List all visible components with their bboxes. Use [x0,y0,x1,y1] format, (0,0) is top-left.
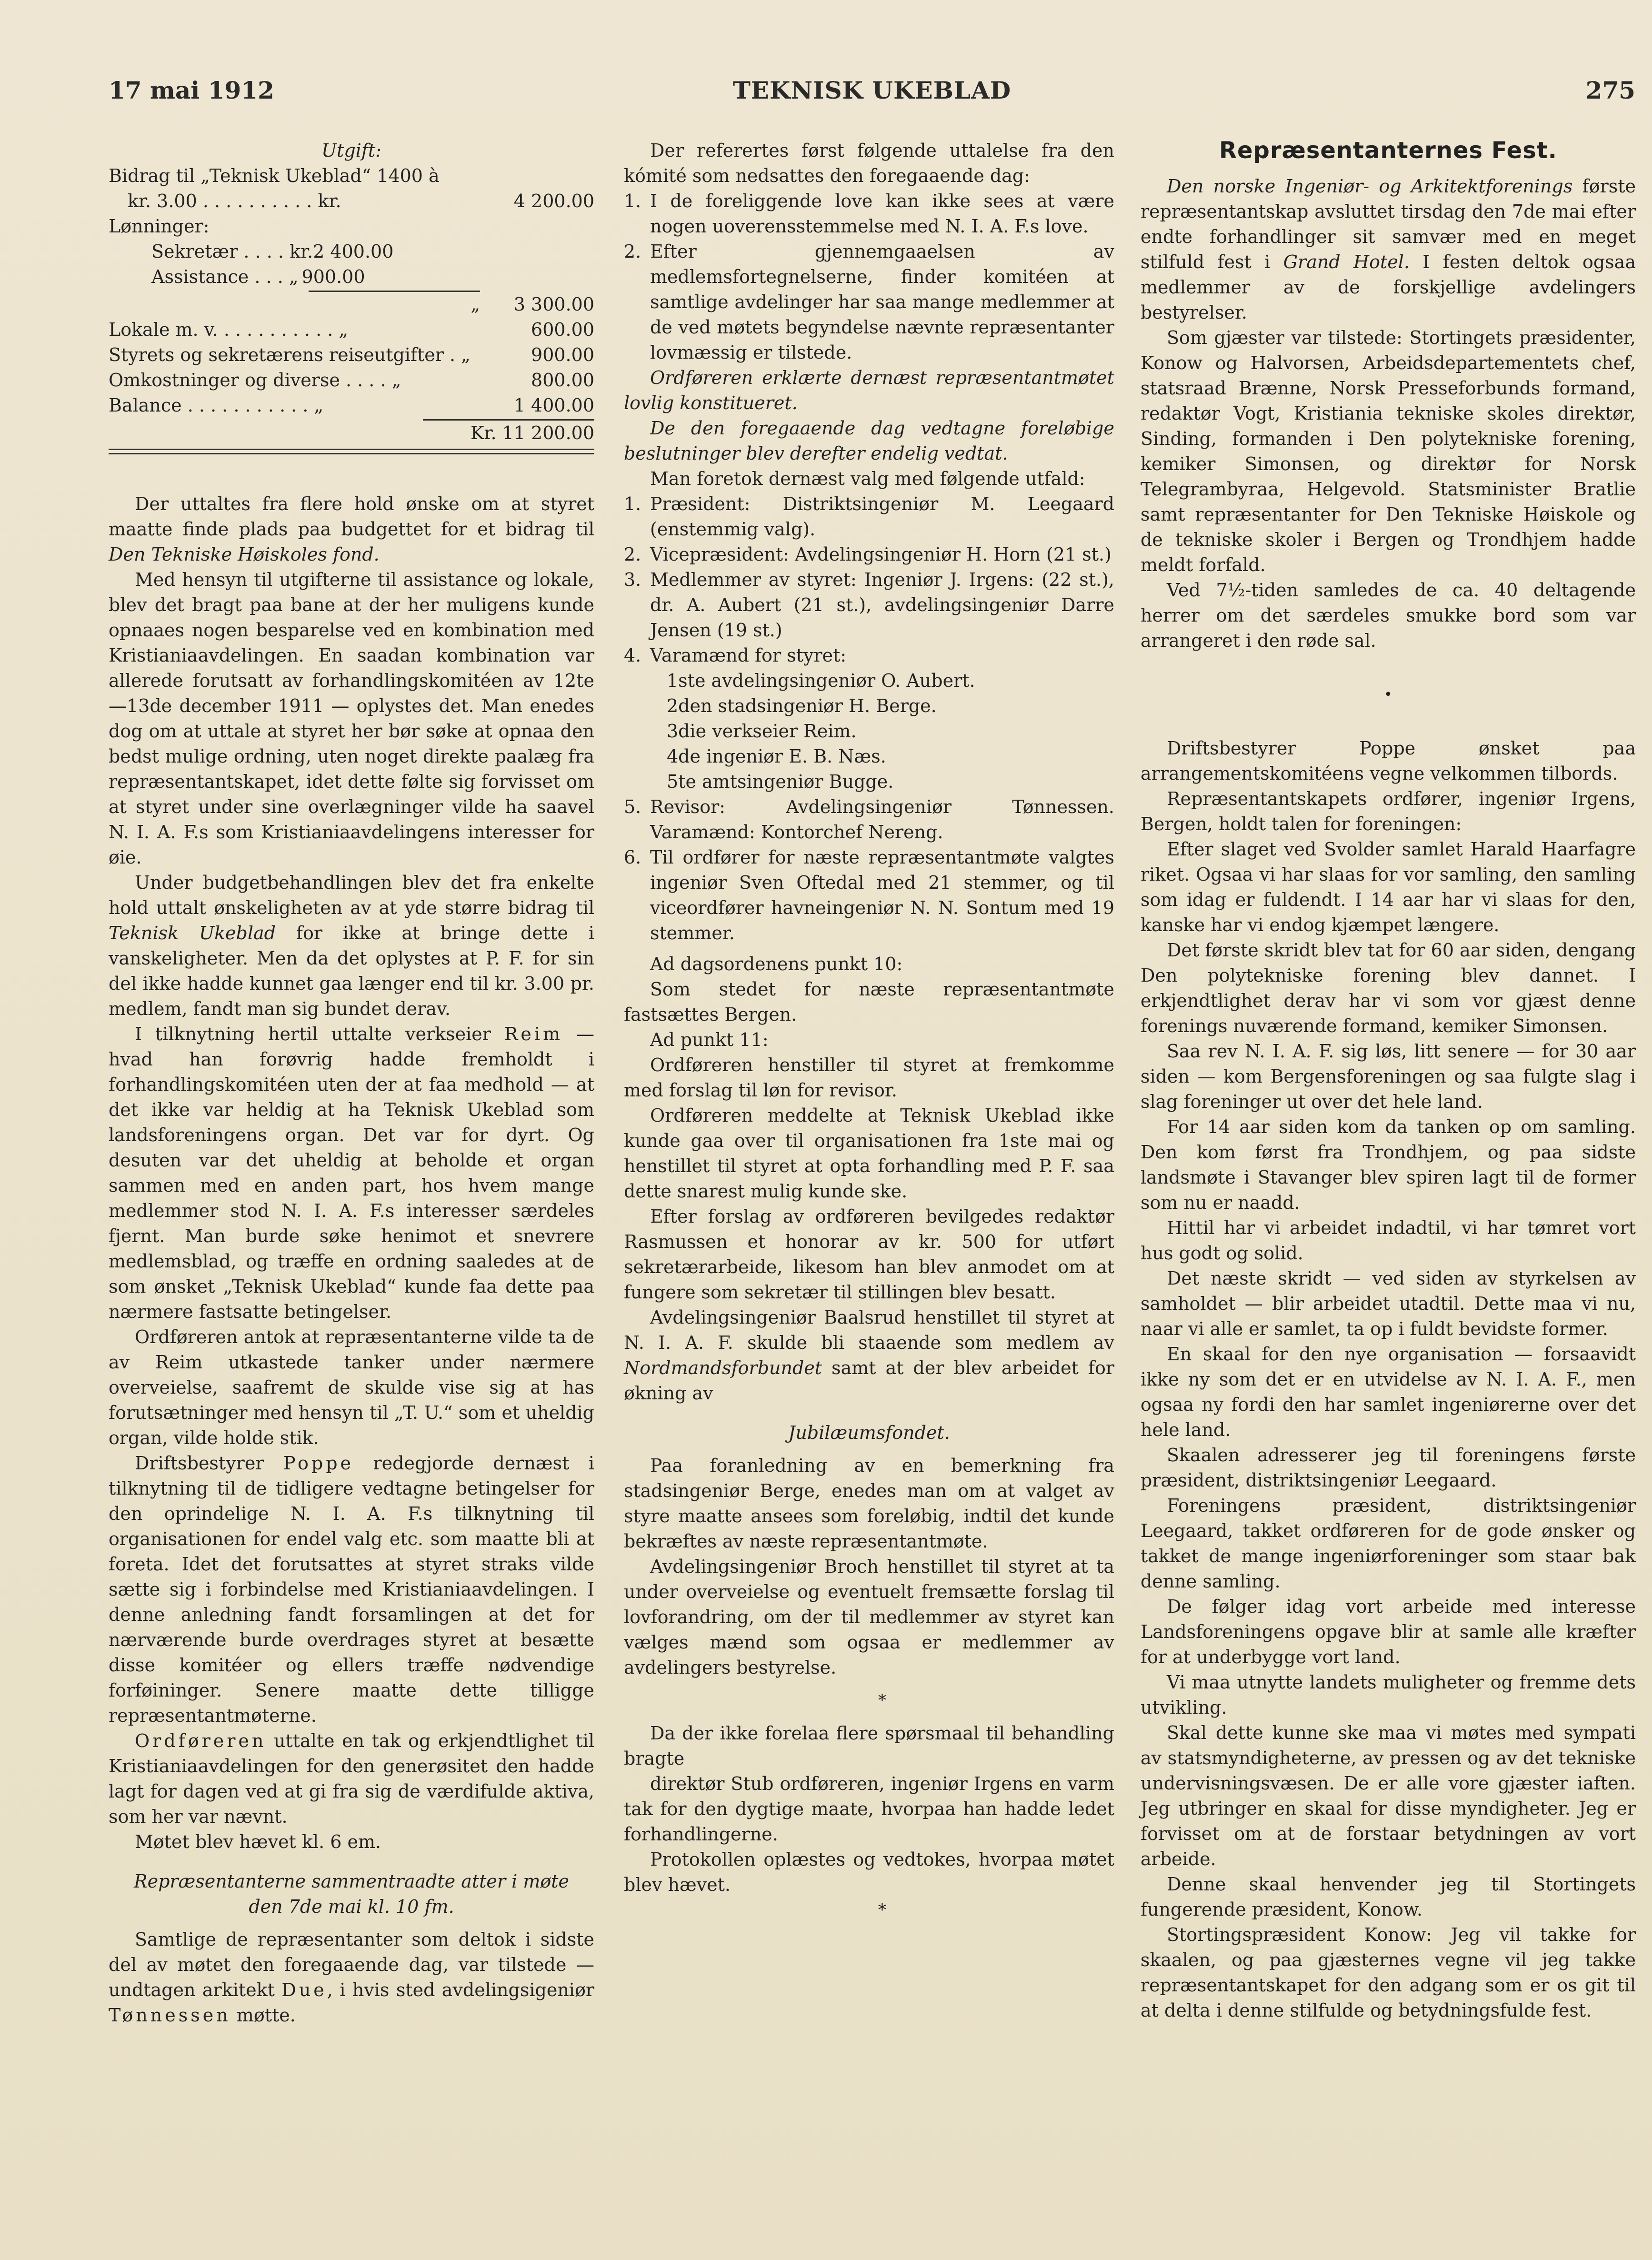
paragraph: Driftsbestyrer Poppe redegjorde dernæst i tilknytning til de tidligere vedtagne betingelser for den oprindelige N. I. A. F.s tilknytning til organisationen for endel valg etc. som maatte bli at foreta. Idet det forutsattes at styret straks vilde sætte sig i forbindelse med Kristianiaavdelingen. I denne anledning fandt forsamlingen at det for nærværende burde overdrages styret at besætte disse komitéer og ellers træffe nødvendige forføininger. Senere maatte dette tilligge repræsentantmøterne. [109,1453,594,1726]
paragraph: Skaalen adresserer jeg til foreningens første præsident, distriktsingeniør Leegaard. [1141,1445,1636,1491]
list-item: 2. Vicepræsident: Avdelingsingeniør H. Horn (21 st.) [624,544,1111,565]
paragraph: Protokollen oplæstes og vedtokes, hvorpaa møtet blev hævet. [624,1849,1114,1895]
list-item: 2. Efter gjennemgaaelsen av medlemsfortegnelserne, finder komitéen at samtlige avdelinger har saa mange medlemmer at de ved møtets begyndelse nævnte repræsentanter lovmæssig er tilstede. [624,241,1114,363]
paragraph: De følger idag vort arbeide med interesse Landsforeningens opgave blir at samle alle kræfter for at underbygge vort land. [1141,1596,1636,1667]
paragraph: En skaal for den nye organisation — forsaavidt ikke ny som det er en utvidelse av N. I. A. F., men ogsaa ny fordi den har samlet ingeniørerne over det hele land. [1141,1344,1636,1440]
paragraph: Avdelingsingeniør Broch henstillet til styret at ta under overveielse og eventuelt fremsætte forslag til lovforandring, om der til medlemmer av styret kan vælges mænd som ogsaa er medlemmer av avdelingers bestyrelse. [624,1556,1114,1678]
paragraph: Da der ikke forelaa flere spørsmaal til behandling bragte [624,1723,1114,1769]
column-right [1141,138,1636,2023]
list-item: 3. Medlemmer av styret: Ingeniør J. Irgens: (22 st.), dr. A. Aubert (21 st.), avdelingsingeniør Darre Jensen (19 st.) [624,569,1114,641]
election-list [624,492,1114,668]
budget-row: Sekretær . . . . kr. 2 400.00 [151,241,394,262]
paragraph: direktør Stub ordføreren, ingeniør Irgens en varm tak for den dygtige maate, hvorpaa han hadde ledet forhandlingerne. [624,1773,1114,1845]
session-heading: Repræsentanterne sammentraadte atter i møte [133,1871,570,1892]
separator-asterisk: * [878,1900,886,1919]
paragraph: Ordføreren meddelte at Teknisk Ukeblad ikke kunde gaa over til organisationen fra 1ste mai og henstillet til styret at opta forhandling med P. F. saa dette snarest mulig kunde ske. [624,1105,1114,1202]
paragraph: Det første skridt blev tat for 60 aar siden, dengang Den polytekniske forening blev dannet. I erkjendtlighet derav har vi som vor gjæst denne forenings nuværende formand, kemiker Simonsen. [1141,940,1636,1036]
budget-row: Lokale m. v. . . . . . . . . . . „ 600.00 [109,319,594,340]
paragraph: Samtlige de repræsentanter som deltok i sidste del av møtet den foregaaende dag, var tilstede — undtagen arkitekt Due, i hvis sted avdelingsigeniør Tønnessen møtte. [109,1929,594,2026]
paragraph: Vi maa utnytte landets muligheter og fremme dets utvikling. [1141,1672,1636,1718]
list-item: 3die verkseier Reim. [667,721,857,742]
paragraph: Avdelingsingeniør Baalsrud henstillet til styret at N. I. A. F. skulde bli staaende som medlem av Nordmandsforbundet samt at der blev arbeidet for økning av [624,1307,1114,1404]
budget-row: kr. 3.00 . . . . . . . . . . kr. 4 200.00 [128,191,594,211]
list-item: 4. Varamænd for styret: [624,645,847,666]
paragraph: Denne skaal henvender jeg til Stortingets fungerende præsident, Konow. [1141,1874,1636,1920]
list-item: 5te amtsingeniør Bugge. [667,771,894,792]
paragraph: Stortingspræsident Konow: Jeg vil takke for skaalen, og paa gjæsternes vegne vil jeg takke repræsentantskapet for den adgang som er os git til at delta i denne stilfulde og betydningsfulde fest. [1141,1924,1636,2021]
paragraph: De den foregaaende dag vedtagne foreløbige beslutninger blev derefter endelig vedtat. [624,418,1114,464]
paragraph: Der referertes først følgende uttalelse fra den kómité som nedsattes den foregaaende dag: [624,140,1114,186]
budget-row: Assistance . . . „ 900.00 [151,266,365,287]
budget-row: Bidrag til „Teknisk Ukeblad“ 1400 à [109,165,440,186]
budget-row: Styrets og sekretærens reiseutgifter . „ 900.00 [109,344,594,365]
session-heading-date: den 7de mai kl. 10 fm. [249,1896,454,1917]
double-rule [109,449,594,454]
column-middle [624,138,1114,1923]
article-title: Repræsentanternes Fest. [1219,137,1557,164]
list-item: 1. Præsident: Distriktsingeniør M. Leegaard (enstemmig valg). [624,493,1114,540]
budget-total-row: Kr. 11 200.00 [471,422,594,443]
page-header [109,76,1635,114]
paragraph: Den norske Ingeniør- og Arkitektforenings første repræsentantskap avsluttet tirsdag den 7de mai efter endte forhandlinger sit samvær med en meget stilfuld fest i Grand Hotel. I festen deltok ogsaa medlemmer av de forskjellige avdelingers bestyrelser. [1141,176,1636,323]
paragraph: Ordføreren henstiller til styret at fremkomme med forslag til løn for revisor. [624,1055,1114,1101]
section-heading: Jubilæumsfondet. [788,1422,950,1443]
election-list-cont [624,794,1114,946]
paragraph: Ordføreren uttalte en tak og erkjendtlighet til Kristianiaavdelingen for den generøsitet den hadde lagt for dagen ved at gi fra sig de værdifulde aktiva, som her var nævnt. [109,1730,594,1827]
budget-row: Lønninger: [109,216,210,237]
list-item: 1. I de foreliggende love kan ikke sees at være nogen uoverensstemmelse med N. I. A. F.s love. [624,191,1114,237]
paragraph: Man foretok dernæst valg med følgende utfald: [650,468,1085,489]
paragraph: Med hensyn til utgifterne til assistance og lokale, blev det bragt paa bane at der her muligens kunde opnaaes nogen besparelse ved en kombination med Kristianiaavdelingen. En saadan kombination var allerede forutsatt av forhandlingskomitéen av 12te —13de december 1911 — oplystes det. Man enedes dog om at uttale at styret her bør søke at opnaa den bedst mulige ordning, uten noget direkte paalæg fra repræsentantskapet, idet dette følte sig forvisset om at styret under sine overlægninger vilde ha saavel N. I. A. F.s som Kristianiaavdelingens interesser for øie. [109,569,594,868]
budget-row: „ 3 300.00 [471,294,594,315]
paragraph: Ved 7½-tiden samledes de ca. 40 deltagende herrer om det særdeles smukke bord som var arrangeret i den røde sal. [1141,580,1636,651]
budget-table [109,138,594,454]
paragraph: Ordføreren antok at repræsentanterne vilde ta de av Reim utkastede tanker under nærmere overveielse, saafremt de skulde vise sig at has forutsætninger med hensyn til „T. U.“ som et uheldig organ, vilde holde stik. [109,1326,594,1448]
paragraph: Repræsentantskapets ordfører, ingeniør Irgens, Bergen, holdt talen for foreningen: [1141,788,1636,834]
paragraph: Møtet blev hævet kl. 6 em. [135,1831,381,1852]
page-number: 275 [1585,76,1635,104]
paragraph: Det næste skridt — ved siden av styrkelsen av samholdet — blir arbeidet utadtil. Dette maa vi nu, naar vi alle er samlet, ta op i fuldt bevidste former. [1141,1268,1636,1339]
paragraph: Skal dette kunne ske maa vi møtes med sympati av statsmyndigheterne, av pressen og av det tekniske undervisningsvæsen. De er alle vore gjæster iaften. Jeg utbringer en skaal for disse myndigheter. Jeg er forvisset om at de forstaar betydningen av vort arbeide. [1141,1722,1636,1869]
budget-heading: Utgift: [321,140,381,161]
budget-row: Omkostninger og diverse . . . . „ 800.00 [109,370,594,391]
separator-asterisk: * [878,1691,886,1710]
paragraph: Hittil har vi arbeidet indadtil, vi har tømret vort hus godt og solid. [1141,1217,1636,1264]
paragraph: Foreningens præsident, distriktsingeniør Leegaard, takket ordføreren for de gode ønsker og takket de mange ingeniørforeninger som staar bak denne samling. [1141,1495,1636,1592]
paragraph: Efter slaget ved Svolder samlet Harald Haarfagre riket. Ogsaa vi har slaas for vor samling, den samling som idag er fuldendt. I 14 aar har vi slaas for den, kanske har vi endog kjæmpet længere. [1141,839,1636,935]
column-left [109,138,594,2028]
paragraph: Der uttaltes fra flere hold ønske om at styret maatte finde plads paa budgettet for et bidrag til Den Tekniske Høiskoles fond. [109,493,594,565]
committee-list [624,189,1114,365]
list-item: 6. Til ordfører for næste repræsentantmøte valgtes ingeniør Sven Oftedal med 21 stemmer, og til viceordfører havneingeniør N. N. Sontum med 19 stemmer. [624,847,1114,944]
journal-title: TEKNISK UKEBLAD [732,76,1011,104]
budget-row: Balance . . . . . . . . . . . „ 1 400.00 [109,395,594,416]
paragraph: Efter forslag av ordføreren bevilgedes redaktør Rasmussen et honorar av kr. 500 for utført sekretærarbeide, likesom han blev anmodet om at fungere som sekretær til stillingen blev besatt. [624,1206,1114,1303]
paragraph: Ordføreren erklærte dernæst repræsentantmøtet lovlig konstitueret. [624,367,1114,413]
separator-bullet: • [1384,686,1392,703]
paragraph: Driftsbestyrer Poppe ønsket paa arrangementskomitéens vegne velkommen tilbords. [1141,738,1636,784]
list-item: 1ste avdelingsingeniør O. Aubert. [667,670,975,691]
paragraph: Som stedet for næste repræsentantmøte fastsættes Bergen. [624,979,1114,1025]
paragraph: Som gjæster var tilstede: Stortingets præsidenter, Konow og Halvorsen, Arbeidsdepartementets chef, statsraad Brænne, Norsk Presseforbunds formand, redaktør Vogt, Kristiania tekniske skoles direktør, Sinding, formanden i Den polytekniske forening, kemiker Simonsen, og direktør for Norsk Telegrambyraa, Helgevold. Statsminister Bratlie samt repræsentanter for Den Tekniske Høiskole og de tekniske skoler i Bergen og Trondhjem hadde meldt forfald. [1141,327,1636,575]
paragraph: Ad punkt 11: [650,1029,769,1050]
list-item: 2den stadsingeniør H. Berge. [667,695,937,716]
substitutes-list [624,668,1114,794]
paragraph: I tilknytning hertil uttalte verkseier Reim — hvad han forøvrig hadde fremholdt i forhandlingskomitéen uten der at faa medhold — at det ikke var heldig at ha Teknisk Ukeblad som landsforeningens organ. Det var for dyrt. Og desuten var det uheldig at beholde et organ sammen med en anden part, hos hvem mange medlemmer stod N. I. A. F.s interesser særdeles fjernt. Man burde søke henimot et snevrere medlemsblad, og træffe en ordning saaledes at de som ønsket „Teknisk Ukeblad“ kunde faa dette paa nærmere fastsatte betingelser. [109,1024,594,1322]
paragraph: Paa foranledning av en bemerkning fra stadsingeniør Berge, enedes man om at valget av styre maatte ansees som foreløbig, indtil det kunde bekræftes av næste repræsentantmøte. [624,1455,1114,1552]
list-item: 5. Revisor: Avdelingsingeniør Tønnessen. Varamænd: Kontorchef Nereng. [624,796,1114,843]
paragraph: Saa rev N. I. A. F. sig løs, litt senere — for 30 aar siden — kom Bergensforeningen og saa fulgte slag i slag foreninger ut over det hele land. [1141,1041,1636,1112]
list-item: 4de ingeniør E. B. Næs. [667,746,886,767]
paragraph: Ad dagsordenens punkt 10: [650,954,903,974]
paragraph: For 14 aar siden kom da tanken op om samling. Den kom først fra Trondhjem, og paa sidste landsmøte i Stavanger blev spiren lagt til de former som nu er naadd. [1141,1116,1636,1213]
issue-date: 17 mai 1912 [109,76,274,104]
paragraph: Under budgetbehandlingen blev det fra enkelte hold uttalt ønskeligheten av at yde større bidrag til Teknisk Ukeblad for ikke at bringe dette i vanskeligheter. Men da det oplystes at P. F. for sin del ikke hadde kunnet gaa længer end til kr. 3.00 pr. medlem, fandt man sig bundet derav. [109,872,594,1019]
